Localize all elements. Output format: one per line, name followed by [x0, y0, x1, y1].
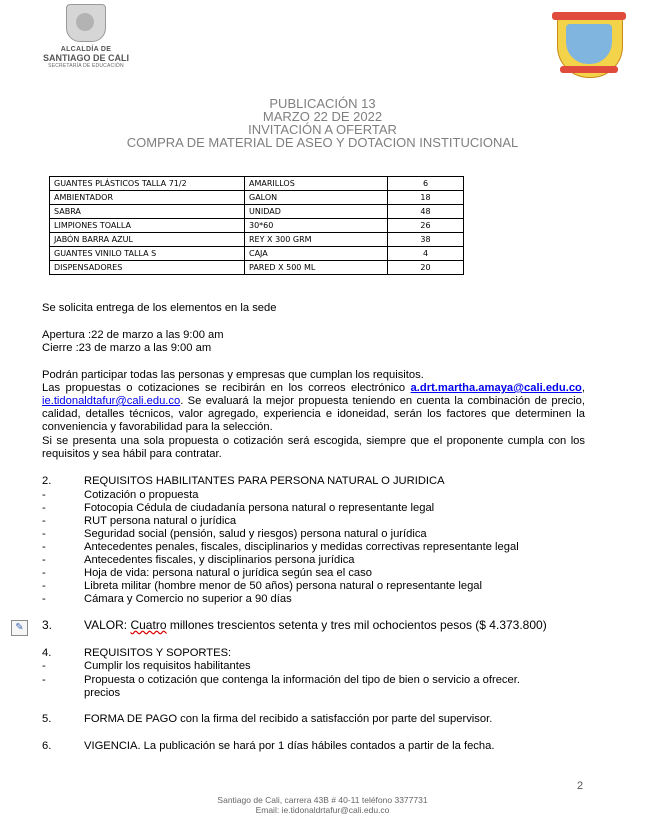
- logo-line-3: SECRETARÍA DE EDUCACIÓN: [48, 63, 124, 69]
- proposals-paragraph: [42, 382, 585, 434]
- quantity-cell: 4: [388, 247, 464, 261]
- list-item: Cotización o propuesta: [84, 489, 199, 501]
- alcaldia-logo: [40, 4, 132, 80]
- quantity-cell: 20: [388, 261, 464, 275]
- unit-cell: 30*60: [245, 219, 388, 233]
- unit-cell: GALON: [245, 191, 388, 205]
- footer-email: Email: ie.tidonaldrtafur@cali.edu.co: [255, 805, 390, 815]
- list-item: Libreta militar (hombre menor de 50 años) persona natural o representante legal: [84, 580, 483, 592]
- participation-text: Podrán participar todas las personas y empresas que cumplan los requisitos.: [42, 369, 424, 381]
- section6-text: VIGENCIA. La publicación se hará por 1 días hábiles contados a partir de la fecha.: [84, 740, 495, 752]
- list-item: Antecedentes penales, fiscales, disciplinarios y medidas correctivas representante legal: [84, 541, 519, 553]
- list-item: Seguridad social (pensión, salud y riesgos) persona natural o jurídica: [84, 528, 427, 540]
- closing-text: Cierre :23 de marzo a las 9:00 am: [42, 342, 212, 354]
- item-name-cell: LIMPIONES TOALLA: [50, 219, 245, 233]
- footer: [0, 795, 645, 815]
- title-invitation: INVITACIÓN A OFERTAR: [248, 122, 397, 137]
- title-publication: PUBLICACIÓN 13: [269, 96, 376, 111]
- item-name-cell: AMBIENTADOR: [50, 191, 245, 205]
- email-link-martha[interactable]: a.drt.martha.amaya@cali.edu.co: [410, 382, 582, 394]
- section5-number: 5.: [42, 713, 52, 725]
- items-table: [49, 176, 464, 275]
- table-row: [50, 247, 464, 261]
- list-bullet: -: [42, 593, 46, 605]
- list-bullet: -: [42, 567, 46, 579]
- value-misspelled-word: Cuatro: [130, 618, 167, 632]
- proposals-rest: . Se evaluará la mejor propuesta teniendo en cuenta la combinación de precio, calidad, detalles técnicos, valor agregado, experiencia e idoneidad, serán los factores que determinen la conveniencia y favorabilidad para la selección.: [42, 395, 585, 433]
- comment-note-icon[interactable]: ✎: [11, 620, 28, 636]
- section6-number: 6.: [42, 740, 52, 752]
- section2-number: 2.: [42, 475, 52, 487]
- logo-line-2: SANTIAGO DE CALI: [42, 53, 129, 63]
- unit-cell: CAJA: [245, 247, 388, 261]
- section2-heading: REQUISITOS HABILITANTES PARA PERSONA NATURAL O JURIDICA: [84, 475, 445, 487]
- quantity-cell: 26: [388, 219, 464, 233]
- list-bullet: -: [42, 660, 46, 672]
- list-bullet: -: [42, 502, 46, 514]
- title-subject: COMPRA DE MATERIAL DE ASEO Y DOTACION INSTITUCIONAL: [126, 135, 519, 150]
- table-row: [50, 205, 464, 219]
- list-item: Cumplir los requisitos habilitantes: [84, 660, 251, 672]
- unit-cell: UNIDAD: [245, 205, 388, 219]
- delivery-text: Se solicita entrega de los elementos en la sede: [42, 302, 277, 314]
- section4-continuation: precios: [84, 687, 121, 699]
- section4-heading: REQUISITOS Y SOPORTES:: [84, 647, 232, 659]
- document-title: [0, 97, 645, 149]
- list-bullet: -: [42, 554, 46, 566]
- coat-of-arms-icon: [66, 4, 106, 42]
- list-item: Hoja de vida: persona natural o jurídica según sea el caso: [84, 567, 372, 579]
- item-name-cell: SABRA: [50, 205, 245, 219]
- list-bullet: -: [42, 515, 46, 527]
- table-row: [50, 177, 464, 191]
- section4-number: 4.: [42, 647, 52, 659]
- list-item: Propuesta o cotización que contenga la información del tipo de bien o servicio a ofrecer.: [84, 673, 520, 686]
- section3-number: 3.: [42, 618, 53, 632]
- quantity-cell: 6: [388, 177, 464, 191]
- list-item: RUT persona natural o jurídica: [84, 515, 237, 527]
- item-name-cell: DISPENSADORES: [50, 261, 245, 275]
- quantity-cell: 18: [388, 191, 464, 205]
- table-row: [50, 191, 464, 205]
- list-bullet: -: [42, 528, 46, 540]
- logo-line-1: ALCALDÍA DE: [60, 46, 112, 53]
- school-crest-icon: [552, 10, 626, 80]
- value-prefix: VALOR:: [84, 618, 131, 632]
- email-link-institution[interactable]: ie.tidonaldtafur@cali.edu.co: [42, 395, 181, 407]
- table-row: [50, 233, 464, 247]
- quantity-cell: 48: [388, 205, 464, 219]
- value-rest: millones trescientos setenta y tres mil ochocientos pesos ($ 4.373.800): [166, 618, 547, 632]
- list-bullet: -: [42, 489, 46, 501]
- list-item: Fotocopia Cédula de ciudadanía persona natural o representante legal: [84, 502, 435, 514]
- proposals-prefix: Las propuestas o cotizaciones se recibirán en los correos electrónico: [42, 382, 411, 394]
- list-bullet: -: [42, 673, 46, 686]
- list-item: Cámara y Comercio no superior a 90 días: [84, 593, 292, 605]
- quantity-cell: 38: [388, 233, 464, 247]
- unit-cell: PARED X 500 ML: [245, 261, 388, 275]
- single-proposal-text: Si se presenta una sola propuesta o cotización será escogida, siempre que el proponente cumpla con los requisitos y sea hábil para contratar.: [42, 435, 585, 460]
- item-name-cell: GUANTES PLÁSTICOS TALLA 71/2: [50, 177, 245, 191]
- section5-text: FORMA DE PAGO con la firma del recibido a satisfacción por parte del supervisor.: [84, 713, 493, 725]
- item-name-cell: JABÓN BARRA AZUL: [50, 233, 245, 247]
- footer-address: Santiago de Cali, carrera 43B # 40-11 teléfono 3377731: [217, 795, 428, 805]
- list-bullet: -: [42, 580, 46, 592]
- table-row: [50, 219, 464, 233]
- list-bullet: -: [42, 541, 46, 553]
- unit-cell: AMARILLOS: [245, 177, 388, 191]
- title-date: MARZO 22 DE 2022: [262, 109, 383, 124]
- section3-value: [84, 618, 547, 632]
- page-number: 2: [577, 780, 584, 792]
- table-row: [50, 261, 464, 275]
- item-name-cell: GUANTES VINILO TALLA S: [50, 247, 245, 261]
- opening-text: Apertura :22 de marzo a las 9:00 am: [42, 329, 224, 341]
- list-item: Antecedentes fiscales, y disciplinarios persona jurídica: [84, 554, 355, 566]
- comma: ,: [581, 382, 585, 394]
- unit-cell: REY X 300 GRM: [245, 233, 388, 247]
